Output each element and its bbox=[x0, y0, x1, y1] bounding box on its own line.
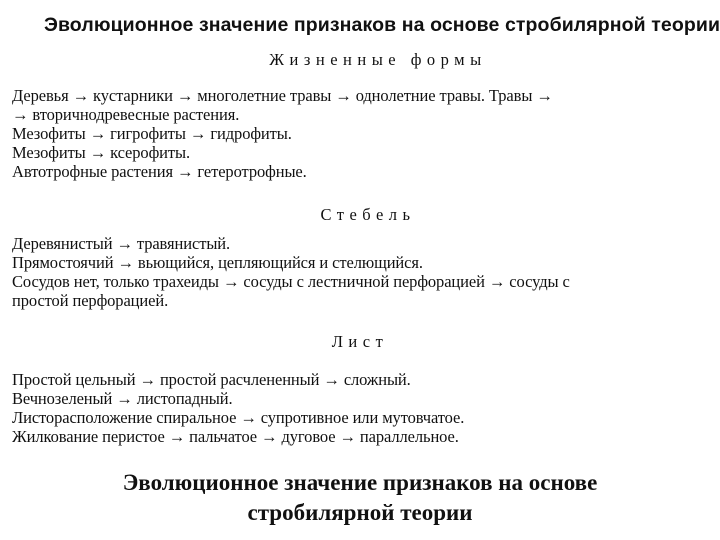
text-line: Прямостоячий → вьющийся, цепляющийся и стелющийся. bbox=[12, 253, 423, 272]
text-line: Автотрофные растения → гетеротрофные. bbox=[12, 162, 307, 181]
section-body-life-forms bbox=[12, 86, 712, 181]
text-line: Листорасположение спиральное → супротивное или мутовчатое. bbox=[12, 408, 465, 427]
slide-caption bbox=[40, 468, 680, 528]
section-heading-stem: Стебель bbox=[320, 205, 416, 224]
text-line: Простой цельный → простой расчлененный → сложный. bbox=[12, 370, 411, 389]
text-line: Мезофиты → гигрофиты → гидрофиты. bbox=[12, 124, 292, 143]
section-body-stem bbox=[12, 234, 712, 310]
text-line: Мезофиты → ксерофиты. bbox=[12, 143, 191, 162]
text-line: простой перфорацией. bbox=[12, 291, 169, 310]
caption-line: стробилярной теории bbox=[247, 500, 473, 525]
scanned-document-title: Эволюционное значение признаков на основе стробилярной теории bbox=[44, 14, 720, 36]
section-heading-life-forms: Жизненные формы bbox=[269, 50, 487, 69]
text-line: Деревянистый → травянистый. bbox=[12, 234, 231, 253]
section-body-leaf bbox=[12, 370, 712, 446]
caption-line: Эволюционное значение признаков на основе bbox=[122, 470, 598, 495]
text-line: Жилкование перистое → пальчатое → дуговое → параллельное. bbox=[12, 427, 459, 446]
text-line: Деревья → кустарники → многолетние травы → однолетние травы. Травы → bbox=[12, 86, 553, 105]
text-line: Сосудов нет, только трахеиды → сосуды с лестничной перфорацией → сосуды с bbox=[12, 272, 570, 291]
text-line: Вечнозеленый → листопадный. bbox=[12, 389, 233, 408]
section-heading-leaf: Лист bbox=[331, 332, 389, 351]
text-line: → вторичнодревесные растения. bbox=[12, 105, 240, 124]
